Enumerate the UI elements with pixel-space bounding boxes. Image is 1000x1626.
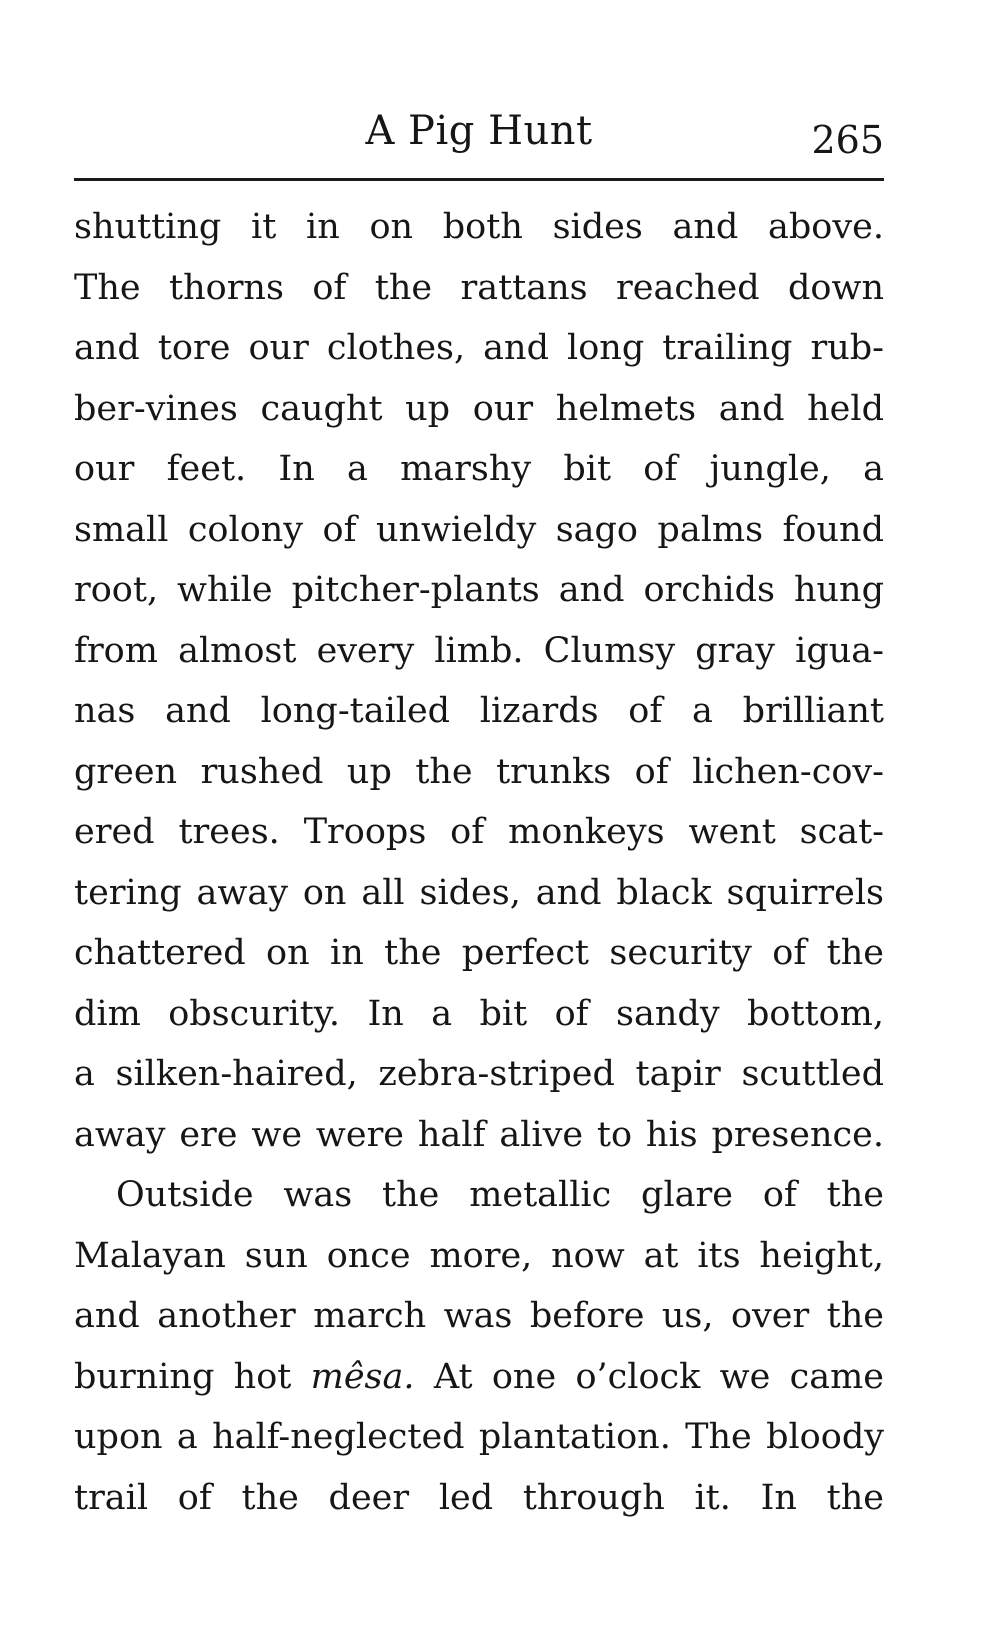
text-line: ber-vines caught up our helmets and held — [74, 388, 884, 429]
text-line: small colony of unwieldy sago palms found — [74, 509, 884, 550]
text-line: root, while pitcher-plants and orchids hung — [74, 570, 884, 610]
text-line: chattered on in the perfect security of the — [74, 933, 884, 973]
text-segment: burning hot — [74, 1356, 292, 1397]
text-line: Malayan sun once more, now at its height, — [74, 1235, 884, 1276]
text-line: a silken-haired, zebra-striped tapir scuttled — [74, 1054, 884, 1094]
text-segment: At one o’clock we came — [433, 1356, 884, 1397]
text-line: dim obscurity. In a bit of sandy bottom, — [74, 993, 884, 1034]
page-header — [74, 100, 884, 164]
text-line: from almost every limb. Clumsy gray igua- — [74, 630, 884, 671]
paragraph-first-line: Outside was the metallic glare of the — [116, 1175, 884, 1215]
running-title: A Pig Hunt — [365, 108, 593, 154]
text-line: The thorns of the rattans reached down — [74, 267, 884, 308]
text-line — [74, 1347, 884, 1408]
text-line: nas and long-tailed lizards of a brilliant — [74, 691, 884, 731]
page-number: 265 — [811, 118, 884, 162]
text-line: upon a half-neglected plantation. The bloody — [74, 1417, 884, 1457]
text-line: ered trees. Troops of monkeys went scat- — [74, 812, 884, 852]
text-line: trail of the deer led through it. In the — [74, 1477, 884, 1518]
text-line: shutting it in on both sides and above. — [74, 207, 884, 247]
text-line: our feet. In a marshy bit of jungle, a — [74, 449, 884, 489]
body-text — [74, 197, 884, 1528]
italic-word: mêsa. — [310, 1356, 415, 1397]
text-line: and another march was before us, over the — [74, 1296, 884, 1336]
text-line: green rushed up the trunks of lichen-cov- — [74, 751, 884, 792]
text-line: and tore our clothes, and long trailing rub- — [74, 328, 884, 368]
text-line: away ere we were half alive to his presence. — [74, 1114, 884, 1155]
text-line: tering away on all sides, and black squirrels — [74, 872, 884, 913]
header-rule — [74, 178, 884, 181]
